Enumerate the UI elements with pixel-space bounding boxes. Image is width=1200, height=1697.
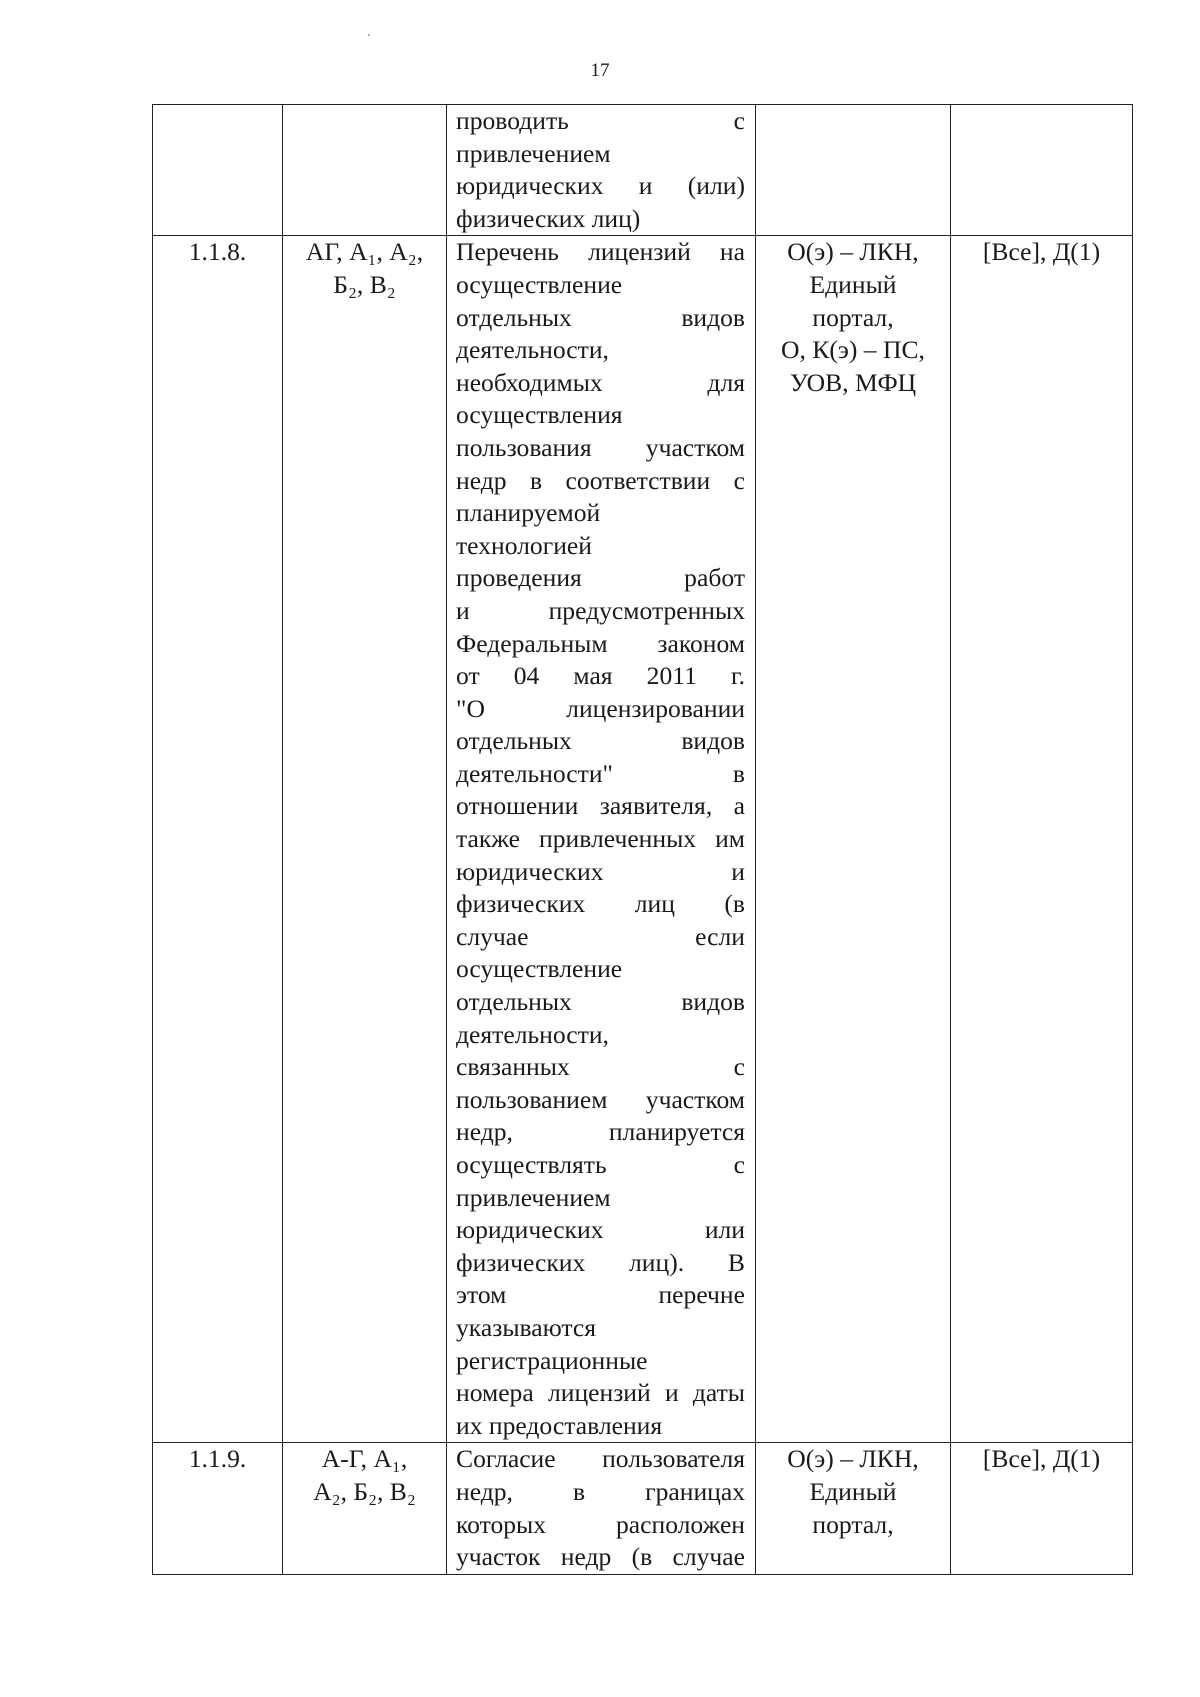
text-line: их предоставления <box>456 1410 663 1440</box>
text-line: [Все], Д(1) <box>982 1444 1101 1474</box>
cell-categories <box>283 105 447 236</box>
text-line: осуществление <box>456 269 623 299</box>
text-line: привлечением <box>456 138 611 168</box>
scan-speck <box>368 34 370 36</box>
table-row-1-1-8 <box>153 236 1133 1443</box>
text-line: проведения работ <box>456 563 745 593</box>
cell-applicability <box>951 105 1133 236</box>
text-line: технологией <box>456 530 592 560</box>
cell-form <box>756 1443 951 1574</box>
text-line: случае если <box>456 921 745 951</box>
text-line: юридических и <box>456 856 745 886</box>
text-line: А₂, Б₂, В₂ <box>313 1476 416 1506</box>
text-line: указываются <box>456 1312 597 1342</box>
cell-applicability <box>951 1443 1133 1574</box>
text-line: недр, в границах <box>456 1476 745 1506</box>
text-line: О, К(э) – ПС, <box>781 335 925 365</box>
table-row-1-1-9 <box>153 1443 1133 1574</box>
text-line: участок недр (в случае <box>456 1542 745 1572</box>
text-line: недр в соответствии с <box>456 465 745 495</box>
cell-code <box>153 105 283 236</box>
table-row-continuation <box>153 105 1133 236</box>
text-line: А-Г, А₁, <box>321 1444 408 1474</box>
text-line: "О лицензировании <box>456 693 745 723</box>
form-lines <box>756 236 950 399</box>
text-line: Б₂, В₂ <box>333 269 396 299</box>
text-line: АГ, А₁, А₂, <box>305 237 424 267</box>
document-table <box>152 104 1133 1575</box>
text-line: УОВ, МФЦ <box>789 367 917 397</box>
text-line: Перечень лицензий на <box>456 237 745 267</box>
text-line: осуществление <box>456 954 623 984</box>
text-line: связанных с <box>456 1052 745 1082</box>
cell-categories <box>283 236 447 1443</box>
text-line: юридических или <box>456 1215 745 1245</box>
text-line: осуществлять с <box>456 1150 745 1179</box>
text-line: и предусмотренных <box>456 595 745 625</box>
text-line: проводить с <box>456 106 745 135</box>
text-line: Единый <box>809 269 897 299</box>
description-lines <box>447 236 755 1442</box>
text-line: Согласие пользователя <box>456 1444 745 1474</box>
cell-categories <box>283 1443 447 1574</box>
text-line: отдельных видов <box>456 302 745 332</box>
cell-applicability <box>951 236 1133 1443</box>
cell-code <box>153 1443 283 1574</box>
text-line: деятельности, <box>456 1019 609 1049</box>
text-line: пользования участком <box>456 432 745 462</box>
cell-form <box>756 236 951 1443</box>
categories-lines <box>283 236 446 301</box>
text-line: физических лиц (в <box>456 889 745 919</box>
text-line: номера лицензий и даты <box>456 1378 745 1408</box>
text-line: отношении заявителя, а <box>456 791 745 821</box>
cell-description <box>447 236 756 1443</box>
cell-form <box>756 105 951 236</box>
text-line: осуществления <box>456 400 623 430</box>
cell-description <box>447 1443 756 1574</box>
text-line: О(э) – ЛКН, <box>787 1444 919 1474</box>
text-line: пользованием участком <box>456 1084 745 1114</box>
text-line: отдельных видов <box>456 987 745 1017</box>
text-line: которых расположен <box>456 1509 745 1539</box>
description-lines <box>447 105 755 235</box>
text-line: физических лиц) <box>456 203 641 233</box>
text-line: портал, <box>812 302 894 332</box>
applicability-lines <box>951 1443 1132 1476</box>
text-line: портал, <box>812 1509 894 1539</box>
form-lines <box>756 1443 950 1541</box>
text-line: также привлеченных им <box>456 824 745 854</box>
row-code: 1.1.9. <box>188 1444 247 1474</box>
text-line: деятельности" в <box>456 758 745 788</box>
text-line: планируемой <box>456 498 601 528</box>
text-line: деятельности, <box>456 335 609 365</box>
text-line: О(э) – ЛКН, <box>787 237 919 267</box>
text-line: этом перечне <box>456 1280 745 1310</box>
cell-description <box>447 105 756 236</box>
text-line: от 04 мая 2011 г. <box>456 661 745 691</box>
text-line: Федеральным законом <box>456 628 745 658</box>
categories-lines <box>283 1443 446 1508</box>
text-line: недр, планируется <box>456 1117 745 1147</box>
text-line: физических лиц). В <box>456 1247 745 1277</box>
applicability-lines <box>951 236 1132 269</box>
row-code: 1.1.8. <box>188 237 247 267</box>
text-line: необходимых для <box>456 367 745 397</box>
text-line: регистрационные <box>456 1345 648 1375</box>
text-line: юридических и (или) <box>456 171 745 201</box>
text-line: отдельных видов <box>456 726 745 756</box>
text-line: [Все], Д(1) <box>982 237 1101 267</box>
description-lines <box>447 1443 755 1573</box>
cell-code <box>153 236 283 1443</box>
page-number: 17 <box>590 60 610 81</box>
text-line: Единый <box>809 1476 897 1506</box>
text-line: привлечением <box>456 1182 611 1212</box>
